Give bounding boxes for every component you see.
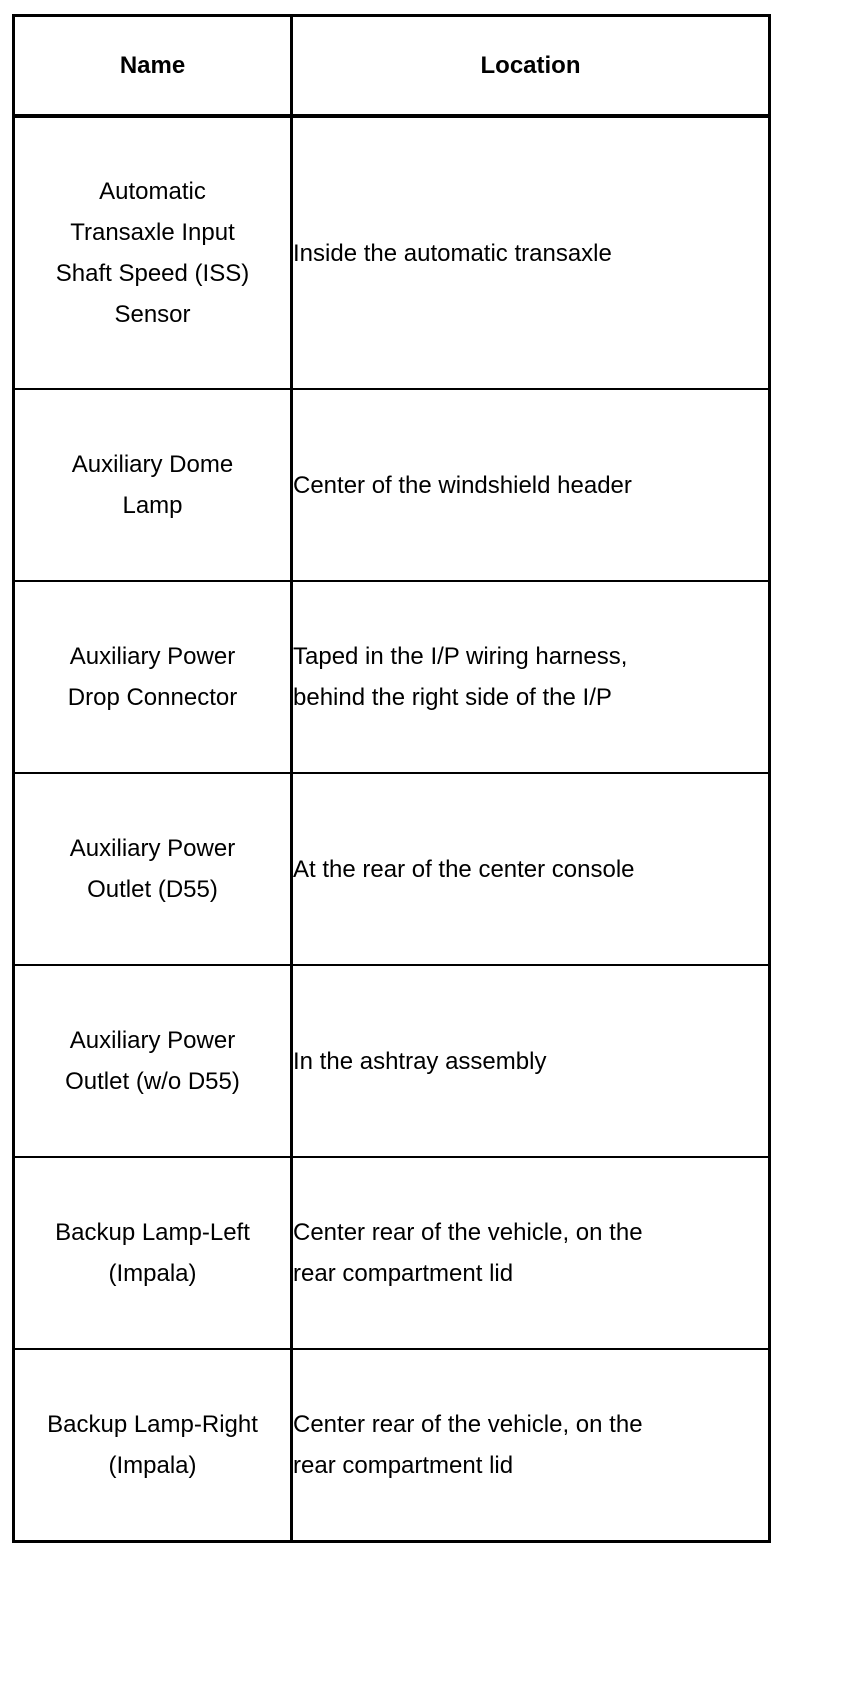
name-cell: [14, 389, 292, 581]
location-text: At the rear of the center console: [293, 855, 635, 883]
name-cell: [14, 581, 292, 773]
location-cell: [292, 773, 770, 965]
location-text: Center rear of the vehicle, on the rear compartment lid: [293, 1411, 643, 1479]
name-text: Backup Lamp-Right (Impala): [47, 1411, 258, 1479]
header-row: [14, 16, 770, 117]
name-cell: [14, 1157, 292, 1349]
location-text: Taped in the I/P wiring harness, behind the right side of the I/P: [293, 643, 628, 711]
name-text: Backup Lamp-Left (Impala): [55, 1219, 250, 1287]
location-cell: [292, 1349, 770, 1542]
table-row: [14, 581, 770, 773]
name-cell: [14, 1349, 292, 1542]
location-cell: [292, 116, 770, 389]
name-text: Auxiliary Power Drop Connector: [67, 643, 238, 711]
name-cell: [14, 965, 292, 1157]
name-cell: [14, 116, 292, 389]
location-cell: [292, 965, 770, 1157]
name-text: Automatic Transaxle Input Shaft Speed (ISS) Sensor: [55, 178, 250, 328]
component-location-table: [12, 14, 771, 1543]
location-text: Inside the automatic transaxle: [293, 239, 612, 267]
table-row: [14, 1157, 770, 1349]
table-header: [14, 16, 770, 117]
name-text: Auxiliary Dome Lamp: [71, 451, 234, 519]
table-row: [14, 1349, 770, 1542]
location-cell: [292, 581, 770, 773]
header-location: Location: [292, 16, 770, 117]
table-row: [14, 773, 770, 965]
table-row: [14, 965, 770, 1157]
location-text: Center of the windshield header: [293, 471, 632, 499]
location-cell: [292, 1157, 770, 1349]
name-cell: [14, 773, 292, 965]
name-text: Auxiliary Power Outlet (D55): [69, 835, 236, 903]
location-text: Center rear of the vehicle, on the rear compartment lid: [293, 1219, 643, 1287]
location-text: In the ashtray assembly: [293, 1047, 547, 1075]
table-body: [14, 116, 770, 1542]
table-row: [14, 389, 770, 581]
component-location-sheet: [12, 14, 768, 1551]
location-cell: [292, 389, 770, 581]
table-row: [14, 116, 770, 389]
name-text: Auxiliary Power Outlet (w/o D55): [65, 1027, 240, 1095]
header-name: Name: [14, 16, 292, 117]
